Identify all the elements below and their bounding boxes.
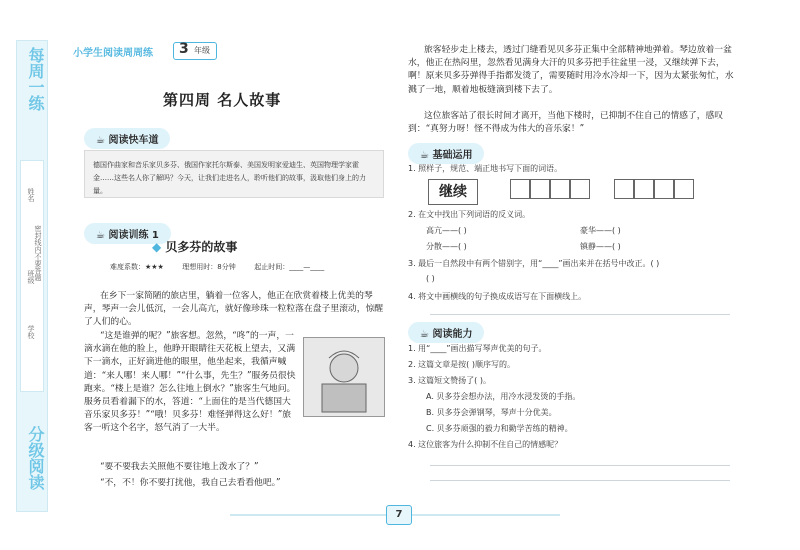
basic-q3-blank[interactable]: ( ): [426, 274, 435, 283]
antonym-word: 豪华——: [580, 226, 612, 235]
antonym-word: 高亢——: [426, 226, 458, 235]
antonym-word: 镇静——: [580, 242, 612, 251]
strip-label-name: 姓名: [27, 188, 35, 202]
section-basic-label: 基础运用: [432, 150, 473, 161]
week-title: 第四周 名人故事: [163, 91, 282, 109]
basic-q3: 3. 最后一自然段中有两个错别字，用“____”画出来并在括号中改正。( ): [408, 259, 660, 268]
sample-word: 继续: [428, 179, 478, 205]
antonym-blank[interactable]: ( ): [458, 226, 467, 235]
ability-q1: 1. 用“____”画出描写琴声优美的句子。: [408, 344, 547, 353]
antonym-blank[interactable]: ( ): [458, 242, 467, 251]
start-text: 起止时间：____—____: [254, 263, 325, 271]
section-basic: [408, 143, 484, 164]
writing-box[interactable]: [674, 179, 694, 199]
ability-option-a[interactable]: A. 贝多芬会想办法，用冷水浸发烫的手指。: [426, 392, 581, 401]
section-quick-read-label: 阅读快车道: [108, 135, 159, 146]
writing-box[interactable]: [634, 179, 654, 199]
story-para-4: “不，不！你不要打扰他，我自己去看看他吧。”: [100, 478, 281, 488]
cup-icon: ☕: [96, 230, 105, 241]
strip-label-school: 学校: [27, 325, 35, 339]
answer-line[interactable]: [430, 480, 730, 481]
writing-box[interactable]: [654, 179, 674, 199]
section-quick-read: [84, 128, 170, 149]
antonym-4: [580, 240, 621, 253]
story-para-right-1: 旅客轻步走上楼去，透过门缝看见贝多芬正集中全部精神地弹着。琴边放着一盆水，他正在热闷里，忽然看见满身大汗的贝多芬把手往盆里一浸，又继续弹下去，啊！原来贝多芬弹得手指都发烫了，需要随时用冷水冷却一下，因为太紧张匆忙，水溅了一地，顺着地板缝滴到楼下去了。: [408, 45, 734, 95]
antonym-blank[interactable]: ( ): [612, 226, 621, 235]
writing-box[interactable]: [614, 179, 634, 199]
story-para-right-2: 这位旅客站了很长时间才离开，当他下楼时，已抑制不住自己的情感了，感叹到：“真努力呀！怪不得成为伟大的音乐家！”: [408, 111, 724, 135]
section-training-label: 阅读训练 1: [108, 230, 159, 241]
story-title-text: 贝多芬的故事: [165, 240, 238, 254]
antonym-blank[interactable]: ( ): [612, 242, 621, 251]
series-title: 小学生阅读周周练: [73, 48, 153, 59]
strip-label-class: 班级: [27, 270, 35, 284]
ability-q2: 2. 这篇文章是按( )顺序写的。: [408, 360, 515, 369]
section-ability: [408, 322, 484, 343]
strip-title-top: 每周一练: [26, 47, 45, 111]
story-para-3: “要不要我去关照他不要往地上泼水了？”: [100, 462, 259, 472]
ability-q3: 3. 这篇短文赞扬了( )。: [408, 376, 491, 385]
basic-q4: 4. 将文中画横线的句子换成成语写在下面横线上。: [408, 292, 587, 301]
quick-read-text: 德国作曲家和音乐家贝多芬、俄国作家托尔斯泰、美国发明家爱迪生、英国物理学家霍金……这些名人你了解吗？今天，让我们走进名人，聆听他们的故事，汲取他们身上的力量。: [93, 161, 366, 195]
strip-seal-text: 密封线内不要答题: [34, 225, 42, 281]
section-ability-label: 阅读能力: [432, 329, 473, 340]
page-number: 7: [386, 505, 412, 525]
writing-box[interactable]: [510, 179, 530, 199]
antonym-word: 分散——: [426, 242, 458, 251]
portrait-icon: [304, 338, 384, 416]
basic-q1: 1. 照样子，规范、端正地书写下面的词语。: [408, 164, 563, 173]
antonym-2: [580, 224, 621, 237]
ability-option-b[interactable]: B. 贝多芬会弹钢琴，琴声十分优美。: [426, 408, 557, 417]
basic-q2: 2. 在文中找出下列词语的反义词。: [408, 210, 531, 219]
story-para-2: “这是谁弹的呢？”旅客想。忽然，“咚”的一声，一滴水滴在他的脸上，他睁开眼睛往天花板上望去，又满下一滴水，正好滴进他的眼里，他坐起来，我循声喊道：“来人哪！来人哪！”“什么事，先生？”服务员很快跑来。“楼上是谁？怎么往地上倒水？”旅客生气地问。服务员看着漏下的水，答道：“上面住的是当代德国大音乐家贝多芬！”“哦！贝多芬！难怪弹得这么好！”旅客一听这个名字，怒气消了一大半。: [84, 331, 296, 434]
answer-line[interactable]: [430, 314, 730, 315]
cup-icon: ☕: [96, 135, 105, 146]
grade-number: 3: [179, 41, 189, 57]
time-text: 理想用时：8分钟: [182, 263, 236, 271]
grade-text: 年级: [194, 46, 210, 55]
writing-box[interactable]: [570, 179, 590, 199]
writing-box[interactable]: [530, 179, 550, 199]
ability-q4: 4. 这位旅客为什么抑制不住自己的情感呢？: [408, 440, 563, 449]
writing-box[interactable]: [550, 179, 570, 199]
antonym-3: [426, 240, 467, 253]
strip-title-bottom: 分级阅读: [26, 426, 45, 490]
grade-badge: [173, 42, 217, 60]
quick-read-box: [84, 150, 384, 198]
story-para-1: 在乡下一家简陋的旅店里，躺着一位客人，他正在欣赏着楼上优美的琴声，琴声一会儿低沉，一会儿高亢，就好像珍珠一粒粒落在盘子里滚动，惊醒了人们的心。: [84, 291, 384, 328]
diamond-icon: ◆: [152, 240, 162, 254]
beethoven-illustration: [303, 337, 385, 417]
antonym-1: [426, 224, 467, 237]
story-title: [152, 238, 237, 255]
cup-icon: ☕: [420, 329, 429, 340]
story-meta: [110, 262, 324, 272]
answer-line[interactable]: [430, 465, 730, 466]
difficulty-text: 难度系数：★★★: [110, 263, 164, 271]
ability-option-c[interactable]: C. 贝多芬顽强的毅力和勤学苦练的精神。: [426, 424, 573, 433]
cup-icon: ☕: [420, 150, 429, 161]
